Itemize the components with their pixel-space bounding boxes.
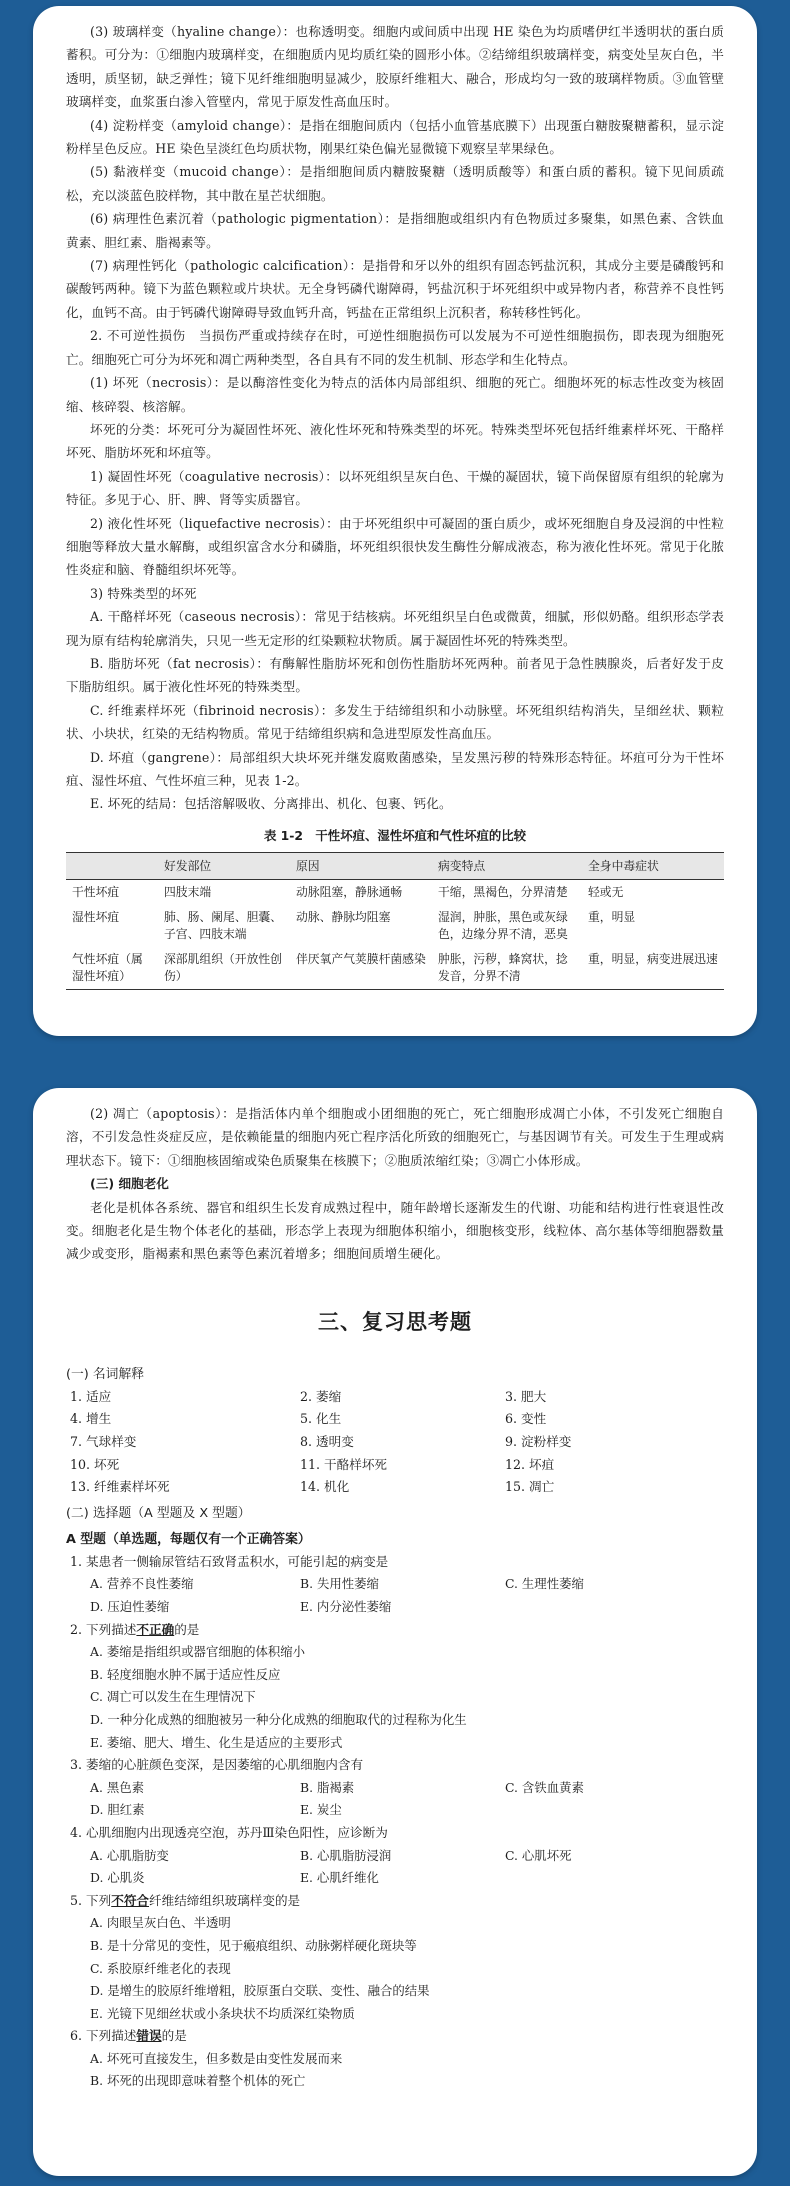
term-item: 14. 机化 [300, 1479, 350, 1495]
term-item: 15. 凋亡 [505, 1479, 555, 1495]
question-6 [66, 2025, 724, 2048]
term-item: 7. 气球样变 [70, 1434, 137, 1450]
choice-title: (二) 选择题（A 型题及 X 型题） [66, 1505, 251, 1521]
para-gangrene: D. 坏疽（gangrene）：局部组织大块坏死并继发腐败菌感染，呈发黑污秽的特殊形态特征。坏疽可分为干性坏疽、湿性坏疽、气性坏疽三种，见表 1-2。 [66, 749, 724, 788]
option: E. 萎缩、肥大、增生、化生是适应的主要形式 [90, 1734, 343, 1750]
para-mucoid: (5) 黏液样变（mucoid change）：是指细胞间质内糖胺聚糖（透明质酸等）和蛋白质的蓄积。镜下见间质疏松，充以淡蓝色胶样物，其中散在星芒状细胞。 [66, 164, 724, 203]
table-row [66, 905, 724, 947]
table-cell: 伴厌氧产气荚膜杆菌感染 [290, 947, 432, 990]
para-pigmentation: (6) 病理性色素沉着（pathologic pigmentation）：是指细胞或组织内有色物质过多聚集，如黑色素、含铁血黄素、胆红素、脂褐素等。 [66, 211, 724, 250]
option: C. 生理性萎缩 [505, 1576, 584, 1592]
para-amyloid: (4) 淀粉样变（amyloid change）：是指在细胞间质内（包括小血管基底膜下）出现蛋白糖胺聚糖蓄积，显示淀粉样呈色反应。HE 染色呈淡红色均质状物，刚果红染色偏光显微镜下观察呈苹果绿色。 [66, 117, 724, 157]
table-cell: 重，明显，病变进展迅速 [582, 947, 724, 990]
table-cell: 肺、肠、阑尾、胆囊、子宫、四肢末端 [164, 909, 282, 941]
question-2-key: 不正确 [136, 1621, 175, 1637]
page-card-1 [33, 6, 757, 1036]
option: B. 是十分常见的变性，见于瘢痕组织、动脉粥样硬化斑块等 [90, 1937, 417, 1953]
terms-grid [66, 1386, 724, 1499]
para-hyaline: (3) 玻璃样变（hyaline change）：也称透明变。细胞内或间质中出现 HE 染色为均质嗜伊红半透明状的蛋白质蓄积。可分为：①细胞内玻璃样变，在细胞质内见均质红染的圆形小体。②结缔组织玻璃样变，病变处呈灰白色，半透明，质坚韧，缺乏弹性；镜下见纤维细胞明显减少，胶原纤维粗大、融合，形成均匀一致的玻璃样物质。③血管壁玻璃样变，血浆蛋白渗入管壁内，常见于原发性高血压时。 [66, 24, 724, 110]
option: D. 压迫性萎缩 [90, 1599, 170, 1614]
card1-text [66, 20, 724, 816]
table-cell: 肿胀，污秽，蜂窝状，捻发音，分界不清 [432, 947, 582, 990]
table-cell: 重，明显 [588, 909, 636, 924]
question-4-options [66, 1845, 724, 1890]
question-5 [66, 1890, 724, 1913]
table-header: 全身中毒症状 [582, 852, 724, 879]
para-outcome: E. 坏死的结局：包括溶解吸收、分离排出、机化、包裹、钙化。 [90, 796, 452, 812]
table-cell: 气性坏疽（属湿性坏疽） [66, 947, 158, 990]
question-3: 3. 萎缩的心脏颜色变深，是因萎缩的心肌细胞内含有 [70, 1757, 364, 1773]
option: B. 心肌脂肪浸润 [300, 1847, 392, 1863]
table-cell: 湿润，肿胀，黑色或灰绿色，边缘分界不清，恶臭 [438, 909, 568, 941]
option: E. 心肌纤维化 [300, 1870, 379, 1886]
option: A. 心肌脂肪变 [90, 1847, 169, 1863]
table-cell: 轻或无 [588, 884, 624, 899]
term-item: 12. 坏疽 [505, 1456, 555, 1472]
table-header: 好发部位 [158, 852, 290, 879]
question-2 [66, 1619, 724, 1642]
table-cell: 动脉、静脉均阻塞 [296, 909, 391, 924]
para-coagulative: 1) 凝固性坏死（coagulative necrosis）：以坏死组织呈灰白色、干燥的凝固状，镜下尚保留原有组织的轮廓为特征。多见于心、肝、脾、肾等实质器官。 [66, 468, 724, 508]
option: C. 心肌坏死 [505, 1847, 572, 1863]
option: A. 坏死可直接发生，但多数是由变性发展而来 [90, 2050, 343, 2066]
option: D. 一种分化成熟的细胞被另一种分化成熟的细胞取代的过程称为化生 [90, 1711, 467, 1727]
option: D. 胆红素 [90, 1802, 145, 1818]
option: D. 是增生的胶原纤维增粗，胶原蛋白交联、变性、融合的结果 [90, 1983, 430, 1999]
option: C. 凋亡可以发生在生理情况下 [90, 1689, 256, 1705]
para-special-types: 3) 特殊类型的坏死 [90, 585, 197, 601]
para-irreversible: 2. 不可逆性损伤 当损伤严重或持续存在时，可逆性细胞损伤可以发展为不可逆性细胞损伤，即表现为细胞死亡。细胞死亡可分为坏死和凋亡两种类型，各自具有不同的发生机制、形态学和生化特点。 [66, 328, 724, 367]
term-item: 9. 淀粉样变 [505, 1434, 572, 1450]
table-row [66, 879, 724, 905]
table-header: 病变特点 [432, 852, 582, 879]
term-item: 8. 透明变 [300, 1434, 354, 1450]
table-cell: 动脉阻塞，静脉通畅 [296, 884, 403, 899]
section-title: 三、复习思考题 [318, 1309, 472, 1334]
table-cell: 深部肌组织（开放性创伤） [158, 947, 290, 990]
table-cell: 湿性坏疽 [72, 909, 120, 924]
question-5-stem-post: 纤维结缔组织玻璃样变的是 [149, 1892, 301, 1908]
option: A. 肉眼呈灰白色、半透明 [90, 1915, 231, 1931]
question-5-stem-pre: 5. 下列 [70, 1892, 112, 1908]
a-type-title: A 型题（单选题，每题仅有一个正确答案） [66, 1531, 311, 1547]
option: E. 光镜下见细丝状或小条块状不均质深红染物质 [90, 2005, 355, 2021]
option: B. 坏死的出现即意味着整个机体的死亡 [90, 2073, 306, 2089]
table-row [66, 947, 724, 990]
question-2-stem-post: 的是 [174, 1621, 200, 1637]
option: A. 营养不良性萎缩 [90, 1576, 194, 1592]
question-5-key: 不符合 [111, 1892, 149, 1908]
option: B. 轻度细胞水肿不属于适应性反应 [90, 1666, 281, 1682]
para-aging: 老化是机体各系统、器官和组织生长发育成熟过程中，随年龄增长逐渐发生的代谢、功能和结构进行性衰退性改变。细胞老化是生物个体老化的基础，形态学上表现为细胞体积缩小，细胞核变形，线粒体、高尔基体等细胞器数量减少或变形，脂褐素和黑色素等色素沉着增多；细胞间质增生硬化。 [66, 1199, 724, 1262]
para-apoptosis: (2) 凋亡（apoptosis）：是指活体内单个细胞或小团细胞的死亡，死亡细胞形成凋亡小体，不引发死亡细胞自溶，不引发急性炎症反应，是依赖能量的细胞内死亡程序活化所致的细胞死亡，与基因调节有关。可发生于生理或病理状态下。镜下：①细胞核固缩或染色质聚集在核膜下；②胞质浓缩红染；③凋亡小体形成。 [66, 1106, 724, 1168]
page-card-2 [33, 1088, 757, 2176]
question-2-stem-pre: 2. 下列描述 [70, 1621, 137, 1637]
gangrene-table [66, 852, 724, 990]
table-header [66, 852, 158, 879]
option: C. 含铁血黄素 [505, 1779, 584, 1795]
question-3-options [66, 1777, 724, 1822]
para-necrosis: (1) 坏死（necrosis）：是以酶溶性变化为特点的活体内局部组织、细胞的死亡。细胞坏死的标志性改变为核固缩、核碎裂、核溶解。 [66, 375, 724, 414]
option: A. 黑色素 [90, 1779, 144, 1795]
term-item: 4. 增生 [70, 1411, 112, 1427]
question-1: 1. 某患者一侧输尿管结石致肾盂积水，可能引起的病变是 [70, 1553, 389, 1569]
option: E. 内分泌性萎缩 [300, 1599, 392, 1614]
para-fat-necrosis: B. 脂肪坏死（fat necrosis）：有酶解性脂肪坏死和创伤性脂肪坏死两种。前者见于急性胰腺炎，后者好发于皮下脂肪组织。属于液化性坏死的特殊类型。 [66, 655, 724, 695]
terms-title: (一) 名词解释 [66, 1366, 145, 1382]
table-cell: 干性坏疽 [72, 884, 120, 899]
question-4: 4. 心肌细胞内出现透亮空泡，苏丹Ⅲ染色阳性，应诊断为 [70, 1824, 388, 1840]
table-cell: 四肢末端 [164, 884, 212, 899]
table-title: 表 1-2 干性坏疽、湿性坏疽和气性坏疽的比较 [263, 827, 527, 843]
term-item: 10. 坏死 [70, 1456, 120, 1472]
term-item: 6. 变性 [505, 1411, 547, 1427]
option: A. 萎缩是指组织或器官细胞的体积缩小 [90, 1644, 306, 1660]
para-liquefactive: 2) 液化性坏死（liquefactive necrosis）：由于坏死组织中可凝固的蛋白质少，或坏死细胞自身及浸润的中性粒细胞等释放大量水解酶，或组织富含水分和磷脂，坏死组织很快发生酶性分解成液态，称为液化性坏死。常见于化脓性炎症和脑、脊髓组织坏死等。 [66, 515, 724, 578]
para-caseous: A. 干酪样坏死（caseous necrosis）：常见于结核病。坏死组织呈白色或微黄，细腻，形似奶酪。组织形态学表现为原有结构轮廓消失，只见一些无定形的红染颗粒状物质。属于凝固性坏死的特殊类型。 [66, 609, 724, 648]
option: B. 失用性萎缩 [300, 1576, 379, 1592]
table-header-row [66, 852, 724, 879]
question-6-stem-post: 的是 [161, 2028, 187, 2044]
para-calcification: (7) 病理性钙化（pathologic calcification）：是指骨和牙以外的组织有固态钙盐沉积，其成分主要是磷酸钙和碳酸钙两种。镜下为蓝色颗粒或片块状。无全身钙磷代谢障碍，钙盐沉积于坏死组织中或异物内者，称营养不良性钙化，血钙不高。由于钙磷代谢障碍导致血钙升高，钙盐在正常组织上沉积者，称转移性钙化。 [66, 258, 724, 320]
term-item: 11. 干酪样坏死 [300, 1456, 388, 1472]
term-item: 3. 肥大 [505, 1388, 547, 1404]
question-6-stem-pre: 6. 下列描述 [70, 2028, 137, 2044]
para-necrosis-types: 坏死的分类：坏死可分为凝固性坏死、液化性坏死和特殊类型的坏死。特殊类型坏死包括纤维素样坏死、干酪样坏死、脂肪坏死和坏疽等。 [66, 421, 724, 461]
sub-heading-aging: (三) 细胞老化 [90, 1176, 169, 1192]
table-header: 原因 [290, 852, 432, 879]
question-6-key: 错误 [136, 2028, 162, 2044]
question-1-options [66, 1573, 724, 1618]
option: C. 系胶原纤维老化的表现 [90, 1960, 231, 1976]
term-item: 5. 化生 [300, 1411, 342, 1427]
term-item: 13. 纤维素样坏死 [70, 1479, 170, 1495]
term-item: 2. 萎缩 [300, 1388, 342, 1404]
para-fibrinoid: C. 纤维素样坏死（fibrinoid necrosis）：多发生于结缔组织和小动脉壁。坏死组织结构消失，呈细丝状、颗粒状、小块状，红染的无结构物质。常见于结缔组织病和急进型原发性高血压。 [66, 702, 724, 742]
option: E. 炭尘 [300, 1802, 342, 1818]
option: B. 脂褐素 [300, 1779, 355, 1795]
term-item: 1. 适应 [70, 1388, 112, 1404]
option: D. 心肌炎 [90, 1870, 145, 1886]
table-cell: 干缩，黑褐色，分界清楚 [438, 884, 568, 899]
